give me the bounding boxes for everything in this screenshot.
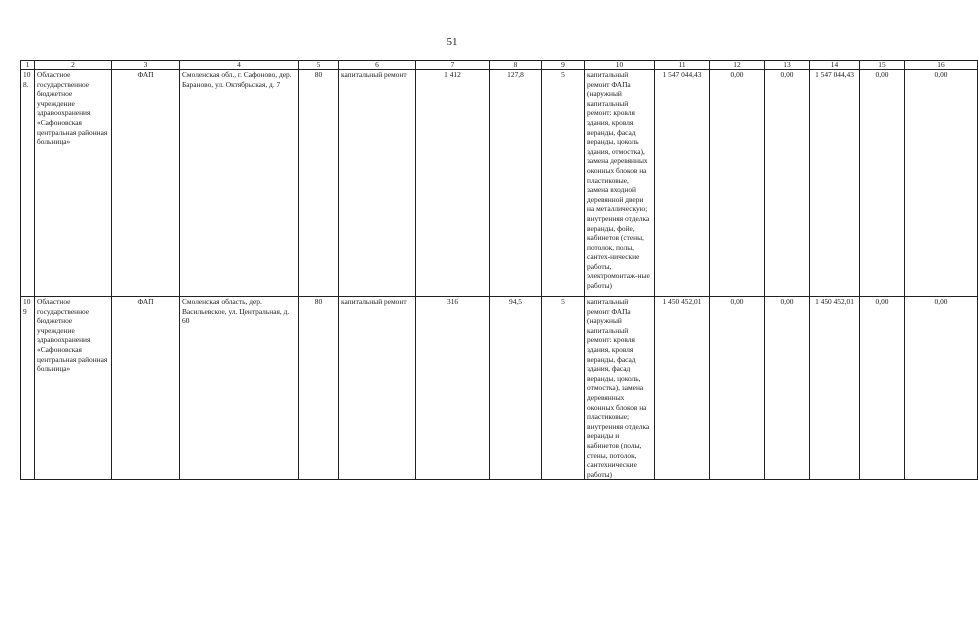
cell-col11: 1 547 044,43 [655, 70, 710, 297]
column-header: 15 [860, 61, 905, 70]
data-table [20, 60, 978, 480]
column-header: 16 [905, 61, 978, 70]
cell-col8: 94,5 [490, 297, 542, 480]
column-header: 7 [416, 61, 490, 70]
facility-type-cell: ФАП [112, 297, 180, 480]
work-type-cell: капитальный ремонт [339, 70, 416, 297]
cell-col9: 5 [542, 297, 585, 480]
column-header: 8 [490, 61, 542, 70]
row-number: 108. [21, 70, 35, 297]
cell-col12: 0,00 [710, 297, 765, 480]
header-row [21, 61, 978, 70]
column-header: 3 [112, 61, 180, 70]
cell-col12: 0,00 [710, 70, 765, 297]
column-header: 14 [810, 61, 860, 70]
column-header: 2 [35, 61, 112, 70]
page-number: 51 [446, 36, 458, 48]
column-header: 5 [299, 61, 339, 70]
cell-col5: 80 [299, 70, 339, 297]
cell-col9: 5 [542, 70, 585, 297]
facility-type-cell: ФАП [112, 70, 180, 297]
column-header: 13 [765, 61, 810, 70]
cell-col15: 0,00 [860, 297, 905, 480]
address-cell: Смоленская область, дер. Васильевское, ул. Центральная, д. 60 [180, 297, 299, 480]
description-cell: капитальный ремонт ФАПа (наружный капитальный ремонт: кровля здания, кровля веранды, фасад веранды, цоколь здания, отмостка), замена деревянных оконных блоков на пластиковые, замена входной деревянной двери на металлическую; внутренняя отделка веранды, фойе, кабинетов (стены, потолок, полы, сантех-нические работы, электромонтаж-ные работы) [585, 70, 655, 297]
cell-col15: 0,00 [860, 70, 905, 297]
cell-col16: 0,00 [905, 70, 978, 297]
cell-col13: 0,00 [765, 297, 810, 480]
work-type-cell: капитальный ремонт [339, 297, 416, 480]
column-header: 10 [585, 61, 655, 70]
column-header: 9 [542, 61, 585, 70]
institution-cell: Областное государственное бюджетное учреждение здравоохранения «Сафоновская центральная районная больница» [35, 70, 112, 297]
cell-col13: 0,00 [765, 70, 810, 297]
row-number: 109 [21, 297, 35, 480]
cell-col14: 1 450 452,01 [810, 297, 860, 480]
address-cell: Смоленская обл., г. Сафоново, дер. Бараново, ул. Октябрьская, д. 7 [180, 70, 299, 297]
table-row [21, 70, 978, 297]
table-row [21, 297, 978, 480]
column-header: 4 [180, 61, 299, 70]
cell-col7: 316 [416, 297, 490, 480]
column-header: 1 [21, 61, 35, 70]
column-header: 11 [655, 61, 710, 70]
description-cell: капитальный ремонт ФАПа (наружный капитальный ремонт: кровля здания, кровля веранды, фасад здания, фасад веранды, цоколь, отмостка), замена деревянных оконных блоков на пластиковые; внутренняя отделка веранды и кабинетов (полы, стены, потолок, сантехнические работы) [585, 297, 655, 480]
column-header: 12 [710, 61, 765, 70]
cell-col8: 127,8 [490, 70, 542, 297]
cell-col14: 1 547 044,43 [810, 70, 860, 297]
column-header: 6 [339, 61, 416, 70]
cell-col5: 80 [299, 297, 339, 480]
cell-col11: 1 450 452,01 [655, 297, 710, 480]
institution-cell: Областное государственное бюджетное учреждение здравоохранения «Сафоновская центральная районная больница» [35, 297, 112, 480]
cell-col7: 1 412 [416, 70, 490, 297]
cell-col16: 0,00 [905, 297, 978, 480]
